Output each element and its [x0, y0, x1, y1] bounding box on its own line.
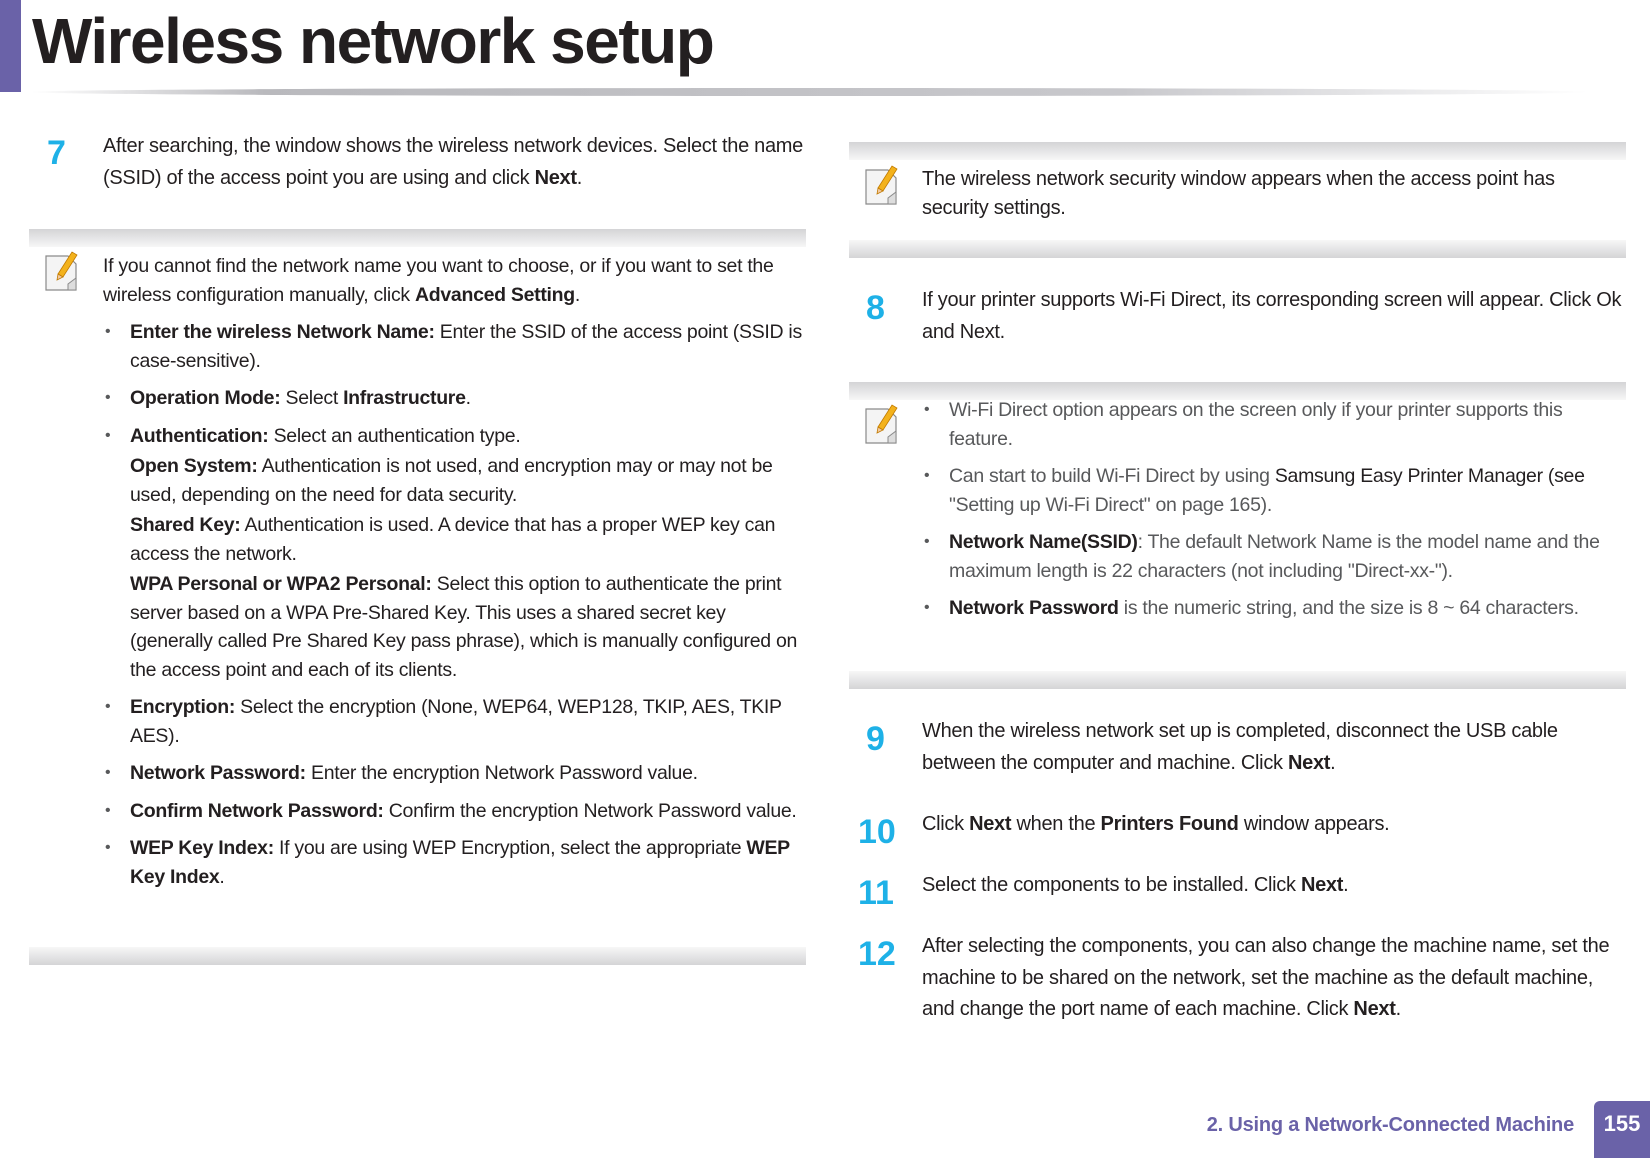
item-label: Enter the wireless Network Name:: [130, 321, 435, 343]
item-label: Network Password:: [130, 762, 306, 784]
item-text: Can start to build Wi-Fi Direct by using: [949, 465, 1275, 487]
step-number-12: 12: [858, 935, 896, 973]
item-bold: Infrastructure: [343, 387, 466, 409]
note-advanced-setting: [103, 252, 808, 891]
note-wifi-direct: [922, 396, 1626, 623]
item-label: Operation Mode:: [130, 387, 281, 409]
page-reference-link[interactable]: "Setting up Wi-Fi Direct" on page 165).: [949, 493, 1272, 516]
step-text: Click: [922, 813, 970, 835]
auth-type: [130, 570, 808, 684]
step-number-11: 11: [858, 874, 894, 912]
intro-text: If you cannot find the network name you want to choose, or if you want to set the wireless configuration manually, click: [103, 255, 774, 306]
punct: .: [219, 865, 225, 888]
note-top-bar: [849, 142, 1626, 160]
step-text: After selecting the components, you can also change the machine name, set the machine to be shared on the network, set the machine as the default machine, and change the port name of each machine. Click: [922, 935, 1610, 1020]
item-text: Enter the encryption Network Password value.: [305, 762, 698, 784]
bold-next: Next: [1287, 751, 1331, 774]
bold-advanced-setting: Advanced Setting: [414, 283, 575, 306]
step-text: After searching, the window shows the wireless network devices. Select the name (SSID) of the access point you are using and click: [103, 135, 803, 189]
bold-next: Next: [1353, 998, 1396, 1020]
item-text: Wi-Fi Direct option appears on the screen only if your printer supports this feature.: [949, 399, 1563, 450]
item-label: Confirm Network Password:: [130, 799, 384, 822]
item-text: Select an authentication type.: [268, 424, 521, 447]
footer-chapter-link[interactable]: 2. Using a Network-Connected Machine: [1206, 1114, 1574, 1136]
item-text: is the numeric string, and the size is 8 ~ 64 characters.: [1118, 597, 1579, 619]
item-label: WEP Key Index:: [130, 837, 274, 859]
step-number-10: 10: [858, 813, 896, 851]
item-label: Authentication:: [130, 424, 269, 447]
step-text: when the: [1011, 813, 1101, 835]
list-item: [103, 759, 808, 788]
bold-next: Next: [1300, 874, 1344, 896]
list-item: [103, 834, 808, 891]
punct: .: [465, 387, 471, 409]
step-10-text: [922, 809, 1628, 841]
list-item: [103, 693, 808, 750]
step-9-text: [922, 716, 1628, 779]
item-bold: WEP Key Index: [130, 837, 790, 888]
app-name: Samsung Easy Printer Manager (see: [1274, 465, 1585, 487]
note-security-window: The wireless network security window appears when the access point has security settings.: [922, 168, 1555, 219]
item-text: Select the encryption (None, WEP64, WEP128, TKIP, AES, TKIP AES).: [130, 696, 782, 747]
step-8-text: If your printer supports Wi-Fi Direct, its corresponding screen will appear. Click Ok and Next.: [922, 289, 1622, 343]
item-text: Enter the SSID of the access point (SSID is case-sensitive).: [130, 321, 802, 372]
item-label: Network Password: [949, 597, 1119, 619]
note-top-bar: [29, 229, 806, 247]
auth-text: Authentication is not used, and encryption may or may not be used, depending on the need for data security.: [130, 455, 773, 506]
note-bottom-bar: [849, 671, 1626, 689]
auth-label: WPA Personal or WPA2 Personal:: [130, 573, 432, 595]
note-bottom-bar: [849, 240, 1626, 258]
note-intro: [103, 252, 808, 309]
auth-text: Authentication is used. A device that has a proper WEP key can access the network.: [130, 514, 776, 565]
item-label: Encryption:: [130, 696, 236, 718]
title-divider: [30, 88, 1590, 96]
list-item: [103, 797, 808, 826]
bold-next: Next: [969, 813, 1012, 835]
page-number: 155: [1594, 1101, 1650, 1158]
note-pencil-icon: [864, 403, 902, 445]
settings-list: [103, 318, 808, 891]
step-number-8: 8: [866, 289, 885, 327]
wifi-direct-list: [922, 396, 1626, 623]
note-pencil-icon: [44, 250, 82, 292]
auth-label: Open System:: [130, 455, 258, 477]
auth-label: Shared Key:: [130, 514, 241, 536]
list-item: [103, 318, 808, 375]
item-text: Confirm the encryption Network Password value.: [383, 799, 797, 822]
list-item: [922, 462, 1626, 519]
list-item: [922, 396, 1626, 453]
item-label: Network Name(SSID): [949, 531, 1138, 553]
bold-next: Next: [534, 166, 577, 189]
auth-text: Select this option to authenticate the print server based on a WPA Pre-Shared Key. This uses a shared secret key (generally called Pre Shared Key pass phrase), which is manually configured on the access point and each of its clients.: [130, 573, 798, 681]
auth-type: [130, 452, 808, 509]
list-item: [922, 528, 1626, 585]
page-title: Wireless network setup: [32, 5, 714, 77]
step-text: window appears.: [1238, 813, 1390, 835]
item-text: : The default Network Name is the model name and the maximum length is 22 characters (not including "Direct-xx-").: [949, 531, 1600, 582]
punct: .: [1343, 874, 1349, 896]
step-12-text: [922, 931, 1628, 1026]
list-item: [103, 422, 808, 685]
step-text: Select the components to be installed. Click: [922, 874, 1301, 896]
punct: .: [576, 166, 583, 189]
bold-printers-found: Printers Found: [1100, 813, 1239, 835]
list-item: [922, 594, 1626, 623]
step-11-text: [922, 870, 1628, 902]
note-bottom-bar: [29, 947, 806, 965]
step-number-7: 7: [47, 134, 66, 172]
punct: .: [574, 283, 581, 306]
item-text: Select: [280, 387, 344, 409]
auth-type: [130, 511, 808, 568]
title-accent-bar: [0, 0, 21, 92]
step-text: When the wireless network set up is completed, disconnect the USB cable between the computer and machine. Click: [922, 720, 1558, 774]
step-number-9: 9: [866, 720, 885, 758]
punct: .: [1395, 998, 1401, 1020]
item-text: If you are using WEP Encryption, select the appropriate: [273, 837, 747, 859]
step-7-text: [103, 131, 808, 194]
note-pencil-icon: [864, 164, 902, 206]
punct: .: [1330, 751, 1336, 774]
list-item: [103, 384, 808, 413]
